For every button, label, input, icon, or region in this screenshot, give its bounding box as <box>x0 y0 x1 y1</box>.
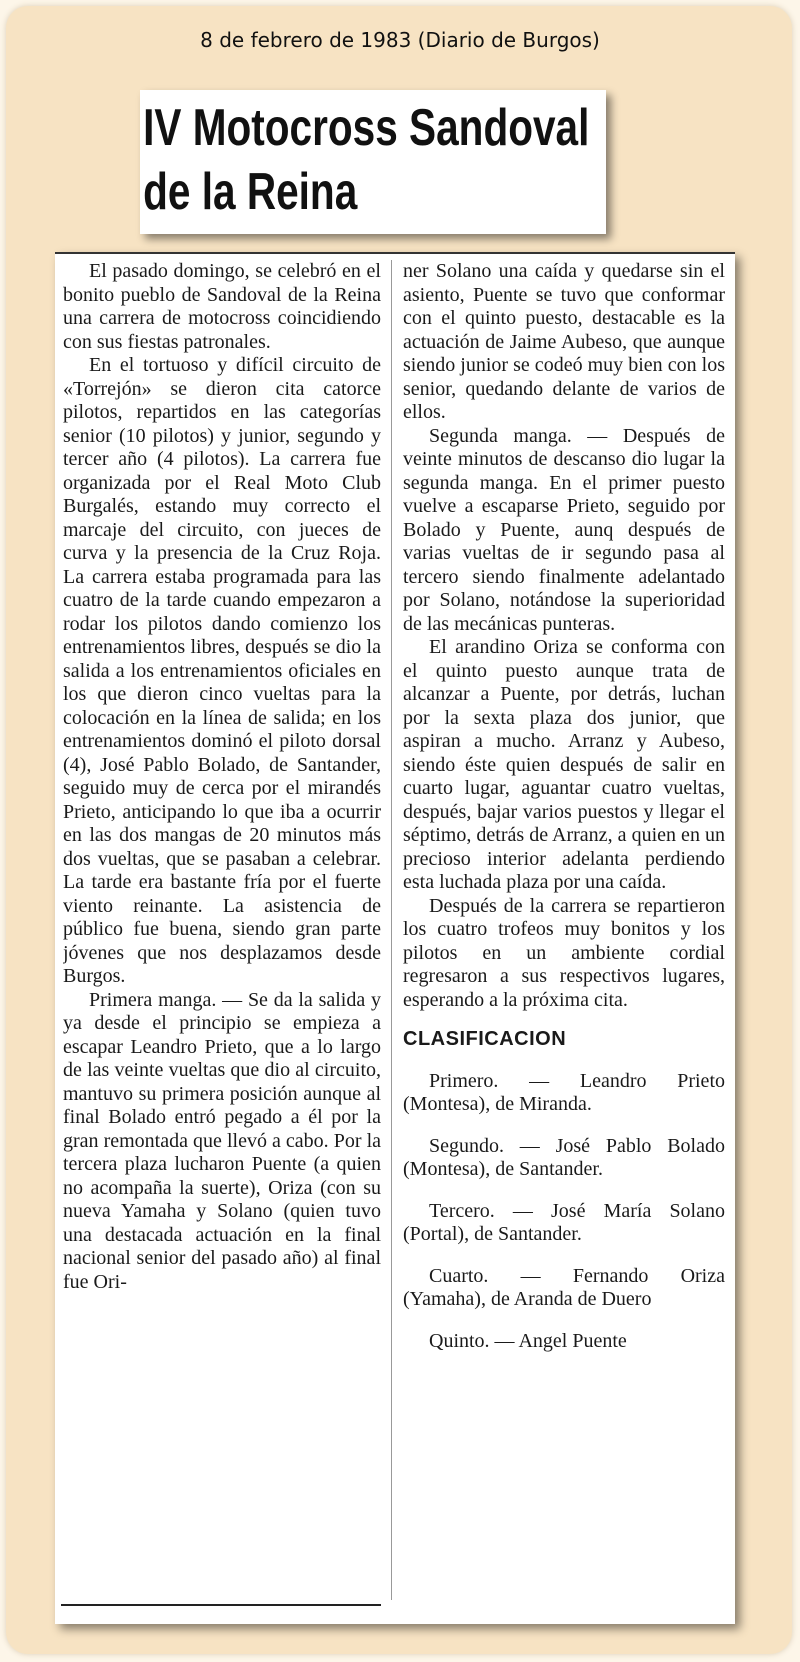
classification-entry: Segundo. — José Pablo Bolado (Montesa), de Santander. <box>403 1134 725 1180</box>
article-clipping <box>55 252 735 1624</box>
column-divider <box>391 260 392 1600</box>
article-paragraph: Primera manga. — Se da la salida y ya desde el principio se empieza a escapar Leandro Prieto, que a lo largo de las veinte vueltas que dio al circuito, mantuvo su primera posición aunque al final Bolado entró pegado a él por la gran remontada que llevó a cabo. Por la tercera plaza lucharon Puente (a quien no acompaña la suerte), Oriza (con su nueva Yamaha y Solano (quien tuvo una destacada actuación en la final nacional senior del pasado año) al final fue Ori- <box>63 988 381 1293</box>
headline-line-2: de la Reina <box>143 163 358 221</box>
classification-entry: Tercero. — José María Solano (Portal), de Santander. <box>403 1199 725 1245</box>
article-paragraph: Segunda manga. — Después de veinte minutos de descanso dio lugar la segunda manga. En el primer puesto vuelve a escaparse Prieto, seguido por Bolado y Puente, aunq después de varias vueltas de ir segundo pasa al tercero siendo finalmente adelantado por Solano, notándose la superioridad de las mecánicas punteras. <box>403 424 725 635</box>
headline-line-1: IV Motocross Sandoval <box>143 99 590 157</box>
article-paragraph: En el tortuoso y difícil circuito de «Torrejón» se dieron cita catorce pilotos, repartidos en las categorías senior (10 pilotos) y junior, segundo y tercer año (4 pilotos). La carrera fue organizada por el Real Moto Club Burgalés, estando muy correcto el marcaje del circuito, con jueces de curva y la presencia de la Cruz Roja. La carrera estaba programada para las cuatro de la tarde cuando empezaron a rodar los pilotos dando comienzo los entrenamientos libres, después se dio la salida a los entrenamientos oficiales en los que dieron cinco vueltas para la colocación en la línea de salida; en los entrenamientos dominó el piloto dorsal (4), José Pablo Bolado, de Santander, seguido muy de cerca por el mirandés Prieto, anticipando lo que iba a ocurrir en las dos mangas de 20 minutos más dos vueltas, que se pasaban a celebrar. La tarde era bastante fría por el fuerte viento reinante. La asistencia de público fue buena, siendo gran parte jóvenes que nos desplazamos desde Burgos. <box>63 354 381 987</box>
classification-entry: Quinto. — Angel Puente <box>429 1329 627 1352</box>
headline <box>140 96 590 224</box>
headline-card <box>140 90 606 234</box>
classification-entry: Primero. — Leandro Prieto (Montesa), de Miranda. <box>403 1069 725 1115</box>
article-paragraph: El pasado domingo, se celebró en el bonito pueblo de Sandoval de la Reina una carrera de motocross coincidiendo con sus fiestas patronales. <box>63 260 381 353</box>
article-column-left <box>63 260 381 1590</box>
article-paragraph: ner Solano una caída y quedarse sin el asiento, Puente se tuvo que conformar con el quinto puesto, destacable es la actuación de Jaime Aubeso, que aunque siendo junior se codeó muy bien con los senior, quedando delante de varios de ellos. <box>403 260 725 423</box>
article-paragraph: El arandino Oriza se conforma con el quinto puesto aunque trata de alcanzar a Puente, por detrás, luchan por la sexta plaza dos junior, que aspiran a mucho. Arranz y Aubeso, siendo éste quien después de salir en cuarto lugar, aguantar cuatro vueltas, después, bajar varios puestos y llegar el séptimo, detrás de Arranz, a quien en un precioso interior adelanta perdiendo esta luchada plaza por una caída. <box>403 636 725 893</box>
article-column-right <box>403 260 725 1590</box>
bottom-rule <box>61 1604 381 1606</box>
classification-title: CLASIFICACION <box>403 1028 567 1050</box>
article-paragraph: Después de la carrera se repartieron los cuatro trofeos muy bonitos y los pilotos en un ambiente cordial regresaron a sus respectivos lugares, esperando a la próxima cita. <box>403 894 725 1011</box>
classification-entry: Cuarto. — Fernando Oriza (Yamaha), de Aranda de Duero <box>403 1264 725 1310</box>
date-caption: 8 de febrero de 1983 (Diario de Burgos) <box>200 28 600 52</box>
